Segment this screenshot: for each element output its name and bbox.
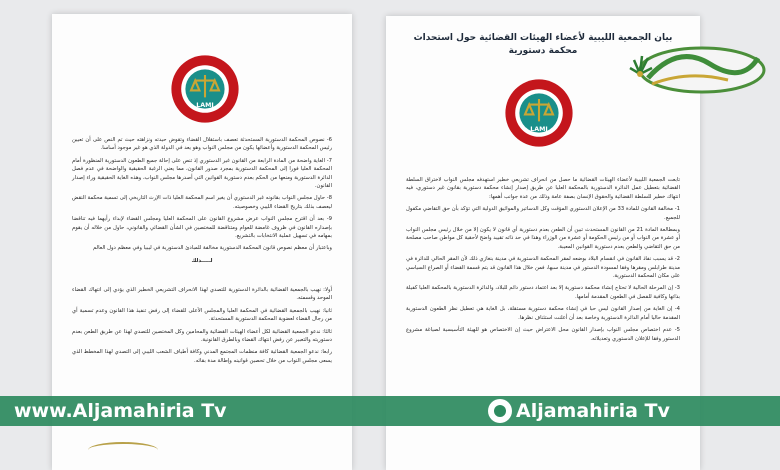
svg-text:LAMJ: LAMJ [530,126,548,134]
paragraph: وباعتبار أن معظم نصوص قانون المحكمة الدستورية مخالفة للمبادئ الدستورية في ليبيا وفي معظم دول العالم [93,245,332,252]
paragraph: وبمطالعة المادة 21 من القانون المستحدث تبين أن الطعن بعدم دستورية أي قانون لا يكون إلا من خلال رئيس مجلس النواب أو عشرة من النواب أو من رئيس الحكومة أو عشرة من الوزراء وهذا في حد ذاته تقييد واضح لأحقية كل مواطن صاحب مصلحة من حق التقاضي والطعن بعدم دستورية القوانين المعيبة. [405,227,680,250]
svg-text:LAMJ: LAMJ [196,102,214,110]
paragraph: 4- إن الغاية من إصدار القانون ليس حبا في إنشاء محكمة دستورية مستقلة، بل الغاية هي تعطيل نظر الطعون الدستورية المقدمة حاليا أمام الدائرة الدستورية وخاصة بعد أن أعلنت استئناف نظرها. [406,306,680,321]
paragraph: تابعت الجمعية الليبية لأعضاء الهيئات القضائية ما حصل من انحراف تشريعي خطير استهدفه مجلس النواب لاختراق السلطة القضائية بتعطيل عمل الدائرة الدستورية بالمحكمة العليا عن طريق إصدار إنشاء محكمة دستورية بقانون غير دستوري، فيه انتهاك خطير للسلطة القضائية والحقوق الإنسان بصفة عامة وذلك من عدة جوانب أهمها: [406,177,680,200]
paragraph: 3- إن المرحلة الحالية لا تحتاج إنشاء محكمة دستورية إلا بعد اعتماد دستور دائم للبلاد، والدائرة الدستورية بالمحكمة العليا كفيلة بذاتها وكافية للفصل في الطعون المقدمة أمامها. [406,285,680,300]
paragraph: 6- نصوص المحكمة الدستورية المستحدثة تعصف باستقلال القضاء وتقوض حيدته ونزاهته حيث تم النص على أن تعيين رئيس المحكمة الدستورية وأعضائها يكون من مجلس النواب وهو يعد في الدولة الذي هو غير موجود أساسا. [72,137,332,152]
statement-points-6-9 [72,136,332,269]
paragraph: 8- حاول مجلس النواب بقانونه غير الدستوري أن يغير اسم المحكمة العليا ذات الإرث التاريخي إلى تسمية محكمة النقض ليعصف بذلك بتاريخ القضاء الليبي وخصوصيته. [72,195,332,210]
channel-mark-icon [488,399,512,423]
paragraph: 9- بعد أن اقترح مجلس النواب عرض مشروع القانون على المحكمة العليا ومجلس القضاء لإبداء رأيهما فيه تناقضا بإصداره القانون في ظروف غامضة للعوام ومتناقضة للمختصين في الشأن القضائي والقانوني، حاول من خلاله أن يقوم بمهامه في تسهيل عملية الانتخابات بالتشريع. [72,216,332,240]
statement-title: بيان الجمعية الليبية لأعضاء الهيئات القضائية حول استحداث محكمة دستورية [413,33,673,56]
banner-url-text: www.Aljamahiria Tv [14,400,227,422]
paragraph: 7- الغاية واضحة من المادة الرابعة من القانون غير الدستوري إذ تنص على إحالة جميع الطعون الدستورية المنظورة أمام المحكمة العليا فورا إلى المحكمة الدستورية بمجرد صدور القانون، مما يعني الرغبة الحقيقية والواضحة في عدم فصل الدائرة الدستورية ومنعها من الحكم بعدم دستورية القوانين التي أصدرها مجلس النواب، وهذه الغاية الحقيقية وراء إصدار القانون. [72,157,332,190]
paragraph: 5- عدم اختصاص مجلس النواب بإصدار القانون محل الاعتراض حيث إن الاختصاص هو للهيئة التأسيسية لصياغة مشروع الدستور وفقا للإعلان الدستوري وتعديلاته. [406,327,680,342]
paragraph: 2- قد يسبب نفاذ القانون في انقسام البلاد بوضعه لمقر المحكمة الدستورية في مدينة بنغازي ذلك لأن المقر الحالي للدائرة في مدينة طرابلس ومقرها وفقا لمسودة الدستور في مدينة سبها، فمن خلال هذا القانون قد يتم قسمة القضاء أو الصراع السياسي على مكان المحكمة الدستورية. [406,256,680,280]
paragraph: 1- مخالفة القانون للمادة 33 من الإعلان الدستوري المؤقت وكل الدساتير والمواثيق الدولية التي تؤكد بأن حق التقاضي مكفول للجميع. [406,206,680,221]
association-logo [504,78,574,148]
paragraph: ثانيا: نهيب بالجمعية القضائية في المحكمة العليا والمجلس الأعلى للقضاء إلى رفض تنفيذ هذا القانون وعدم تسمية أي من رجال القضاء لعضوية المحكمة الدستورية المستحدثة. [72,307,332,323]
association-logo [170,54,240,124]
paragraph: ثالثا: ندعو الجمعية القضائية لكل أعضاء الهيئات القضائية والمحامين وكل المختصين للتصدي لهذا عن طريق الطعن بعدم دستوريته والتعبير عن رفض انتهاك القضاء وبالطرق القانونية. [72,328,332,344]
banner-channel-text: Aljamahiria Tv [516,400,670,422]
seal-stamp [88,442,158,458]
channel-logo [618,34,768,104]
statement-points-1-5 [406,176,680,347]
paragraph: أولا: نهيب بالجمعية القضائية بالدائرة الدستورية للتصدي لهذا الانحراف التشريعي الخطير الذي يؤدي إلى انتهاك القضاء الموحد وقسمته. [72,287,332,302]
paragraph: رابعا: ندعو الجمعية القضائية كافة منظمات المجتمع المدني وكافة أطياف الشعب الليبي إلى التصدي لهذا المخطط الذي يسعى مجلس النواب من خلال تحصين قوانينه وإطالة مدة بقائه. [72,349,332,364]
section-divider: لـــــذلك [191,257,213,264]
statement-demands [72,286,332,369]
